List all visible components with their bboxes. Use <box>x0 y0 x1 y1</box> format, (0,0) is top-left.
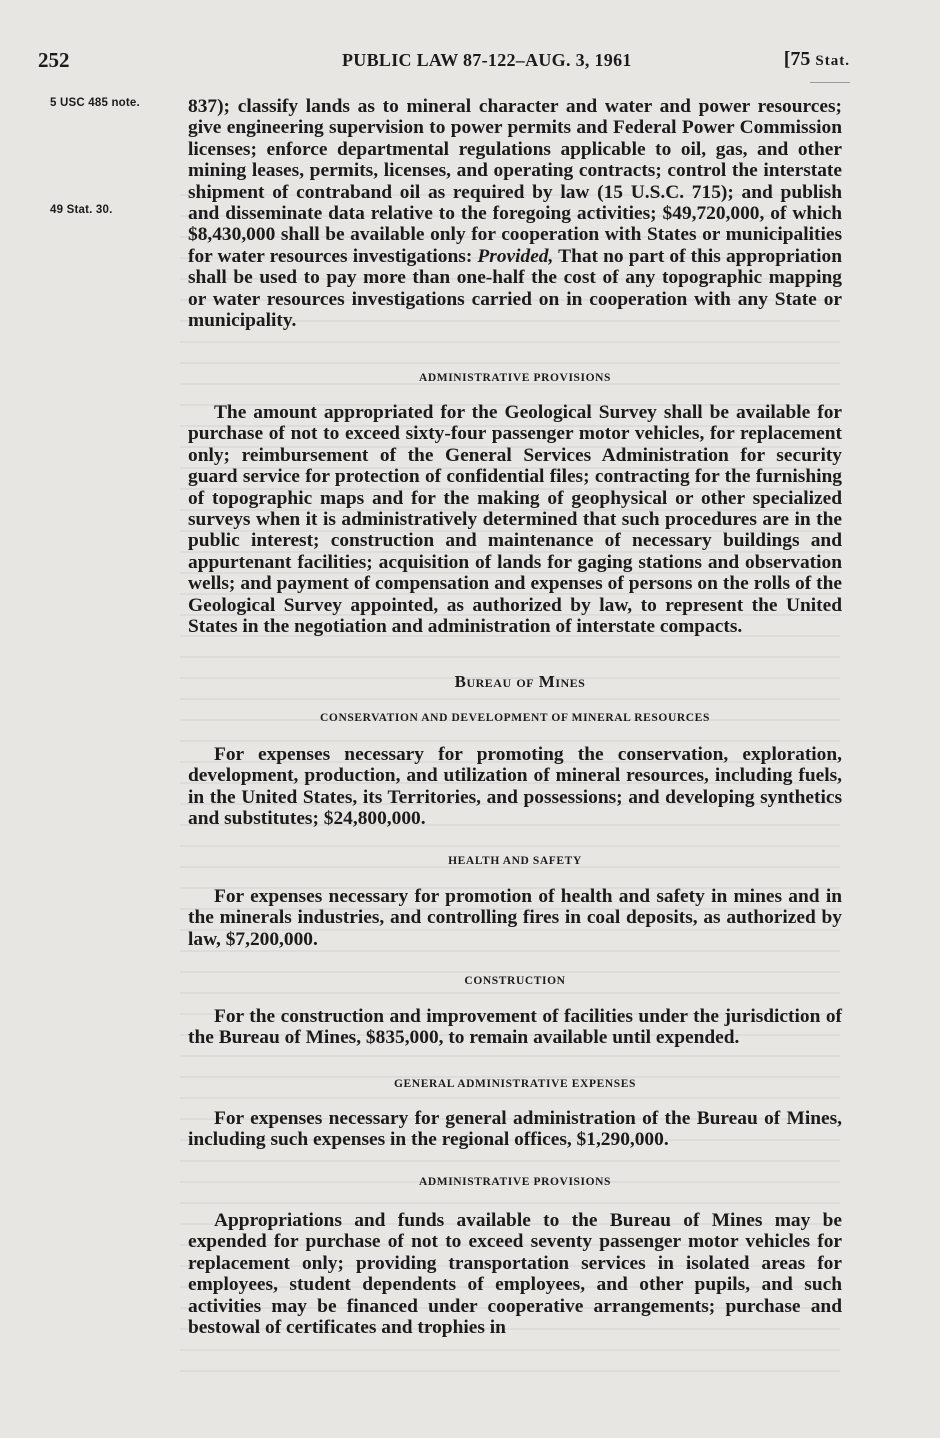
paragraph-health-safety: For expenses necessary for promotion of health and safety in mines and in the minerals industries, and controlling fires in coal deposits, as authorized by law, $7,200,000. <box>188 886 842 950</box>
volume-stat: Stat. <box>815 53 850 69</box>
heading-general-admin-expenses: GENERAL ADMINISTRATIVE EXPENSES <box>393 1078 637 1090</box>
paragraph-conservation: For expenses necessary for promoting the conservation, exploration, development, production, and utilization of mineral resources, including fuels, in the United States, its Territories, and possessions; and developing synthetics and substitutes; $24,800,000. <box>188 744 842 830</box>
proviso-word: Provided, <box>477 245 554 267</box>
paragraph-geological-survey-admin: The amount appropriated for the Geological Survey shall be available for purchase of not to exceed sixty-four passenger motor vehicles, for replacement only; reimbursement of the General Services Administration for security guard service for protection of confidential files; contracting for the furnishing of topographic maps and for the making of geophysical or other specialized surveys when it is administratively determined that such procedures are in the public interest; construction and maintenance of necessary buildings and appurtenant facilities; acquisition of lands for gaging stations and observation wells; and payment of compensation and expenses of persons on the rolls of the Geological Survey appointed, as authorized by law, to represent the United States in the negotiation and administration of interstate compacts. <box>188 402 842 638</box>
heading-administrative-provisions-2: ADMINISTRATIVE PROVISIONS <box>418 1176 612 1188</box>
volume-open: [75 <box>783 48 816 70</box>
heading-bureau-of-mines: Bureau of Mines <box>454 672 586 691</box>
page-header <box>38 48 850 78</box>
running-head: PUBLIC LAW 87-122–AUG. 3, 1961 <box>342 50 632 70</box>
paragraph-construction: For the construction and improvement of facilities under the jurisdiction of the Bureau of Mines, $835,000, to remain available until expended. <box>188 1006 842 1049</box>
paragraph-geological-survey-continued <box>188 96 842 331</box>
paragraph-general-admin: For expenses necessary for general administration of the Bureau of Mines, including such expenses in the regional offices, $1,290,000. <box>188 1108 842 1151</box>
header-rule <box>810 82 850 83</box>
margin-note-stat: 49 Stat. 30. <box>50 204 113 216</box>
paragraph-text: 837); classify lands as to mineral character and water and power resources; give engineering supervision to power permits and Federal Power Commission licenses; enforce departmental regulations applicable to oil, gas, and other mining leases, permits, licenses, and operating contracts; control the interstate shipment of contraband oil as required by law (15 U.S.C. 715); and publish and disseminate data relative to the foregoing activities; $49,720,000, of which $8,430,000 shall be available only for cooperation with States or municipalities for water resources investigations: <box>188 96 842 267</box>
paragraph-bureau-admin-provisions: Appropriations and funds available to the Bureau of Mines may be expended for purchase of not to exceed seventy passenger motor vehicles for replacement only; providing transportation services in isolated areas for employees, student dependents of employees, and other pupils, and such activities may be financed under cooperative arrangements; purchase and bestowal of certificates and trophies in <box>188 1210 842 1339</box>
heading-administrative-provisions: ADMINISTRATIVE PROVISIONS <box>418 372 612 384</box>
page-number: 252 <box>38 48 70 72</box>
heading-health-safety: HEALTH AND SAFETY <box>448 855 582 867</box>
heading-construction: CONSTRUCTION <box>464 975 566 987</box>
paragraph-text-rest: That no part of this appropriation shall be used to pay more than one-half the cost of any topographic mapping or water resources investigations carried on in cooperation with any State or municipality. <box>188 245 842 332</box>
heading-conservation-development: CONSERVATION AND DEVELOPMENT OF MINERAL RESOURCES <box>320 712 710 724</box>
volume-reference <box>784 48 850 71</box>
margin-note-usc: 5 USC 485 note. <box>50 97 140 109</box>
